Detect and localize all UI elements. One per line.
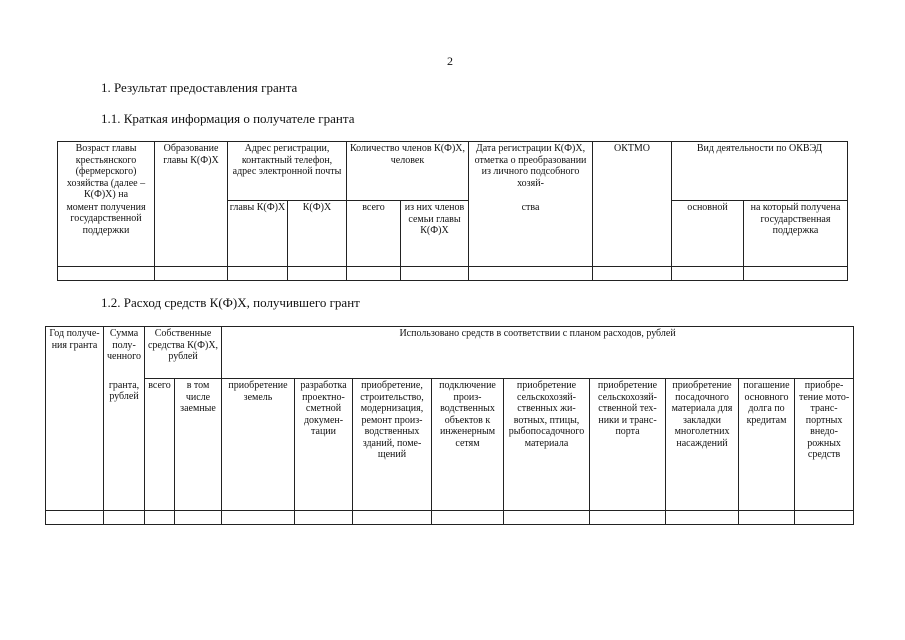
- col-head-age: Возраст главы крестьянского (фермерского) хозяйства (далее – К(Ф)Х) на: [58, 142, 155, 201]
- col-head-members-total: всего: [347, 201, 401, 267]
- col-head-planting: приобретение посадочного материала для закладки многолетних насаждений: [666, 379, 739, 511]
- table-row: [46, 511, 854, 525]
- section-heading-recipient-info: 1.1. Краткая информация о получателе гранта: [101, 111, 355, 126]
- col-head-offroad-vehicles: приобретение мототранспортных внедорожных средств: [795, 379, 854, 511]
- col-head-education: Образование главы К(Ф)Х: [155, 142, 228, 267]
- col-head-year: Год получения гранта: [46, 327, 104, 511]
- col-head-buildings: приобретение, строительство, модернизация, ремонт производственных зданий, помещений: [353, 379, 432, 511]
- col-head-address-head: главы К(Ф)Х: [228, 201, 288, 267]
- page-number: 2: [447, 54, 453, 68]
- col-head-machinery: приобретение сельскохозяйственной техники и транспорта: [590, 379, 666, 511]
- col-head-members-family: из них членов семьи главы К(Ф)Х: [401, 201, 469, 267]
- col-head-used-funds: Использовано средств в соответствии с планом расходов, рублей: [222, 327, 854, 379]
- recipient-info-table: [57, 141, 848, 281]
- col-head-reg-date-cont: ства: [469, 201, 593, 267]
- section-heading-result: 1. Результат предоставления гранта: [101, 80, 298, 95]
- col-head-loan-repayment: погашение основного долга по кредитам: [739, 379, 795, 511]
- expenses-table: [45, 326, 854, 525]
- col-head-oktmo: ОКТМО: [593, 142, 672, 267]
- col-head-members: Количество членов К(Ф)Х, человек: [347, 142, 469, 201]
- col-head-okved-main: основной: [672, 201, 744, 267]
- col-head-reg-date: Дата регистрации К(Ф)Х, отметка о преобразовании из личного подсобного хозяй-: [469, 142, 593, 201]
- col-head-own-loans: в том числе заемные: [175, 379, 222, 511]
- col-head-animals: приобретение сельскохозяйственных животных, птицы, рыбопосадочного материала: [504, 379, 590, 511]
- col-head-grant-sum-cont: гранта, рублей: [104, 379, 145, 511]
- col-head-okved-support: на который получена государственная поддержка: [744, 201, 848, 267]
- col-head-own-funds: Собственные средства К(Ф)Х, рублей: [145, 327, 222, 379]
- col-head-own-total: всего: [145, 379, 175, 511]
- col-head-age-cont: момент получения государственной поддержки: [58, 201, 155, 267]
- col-head-address: Адрес регистрации, контактный телефон, адрес электронной почты: [228, 142, 347, 201]
- col-head-address-kfh: К(Ф)Х: [288, 201, 347, 267]
- col-head-utilities: подключение производственных объектов к инженерным сетям: [432, 379, 504, 511]
- col-head-design-docs: разработка проектно-сметной документации: [295, 379, 353, 511]
- col-head-grant-sum: Сумма полученного: [104, 327, 145, 379]
- table-row: [58, 267, 848, 281]
- col-head-okved: Вид деятельности по ОКВЭД: [672, 142, 848, 201]
- section-heading-expenses: 1.2. Расход средств К(Ф)Х, получившего грант: [101, 295, 360, 310]
- col-head-land: приобретение земель: [222, 379, 295, 511]
